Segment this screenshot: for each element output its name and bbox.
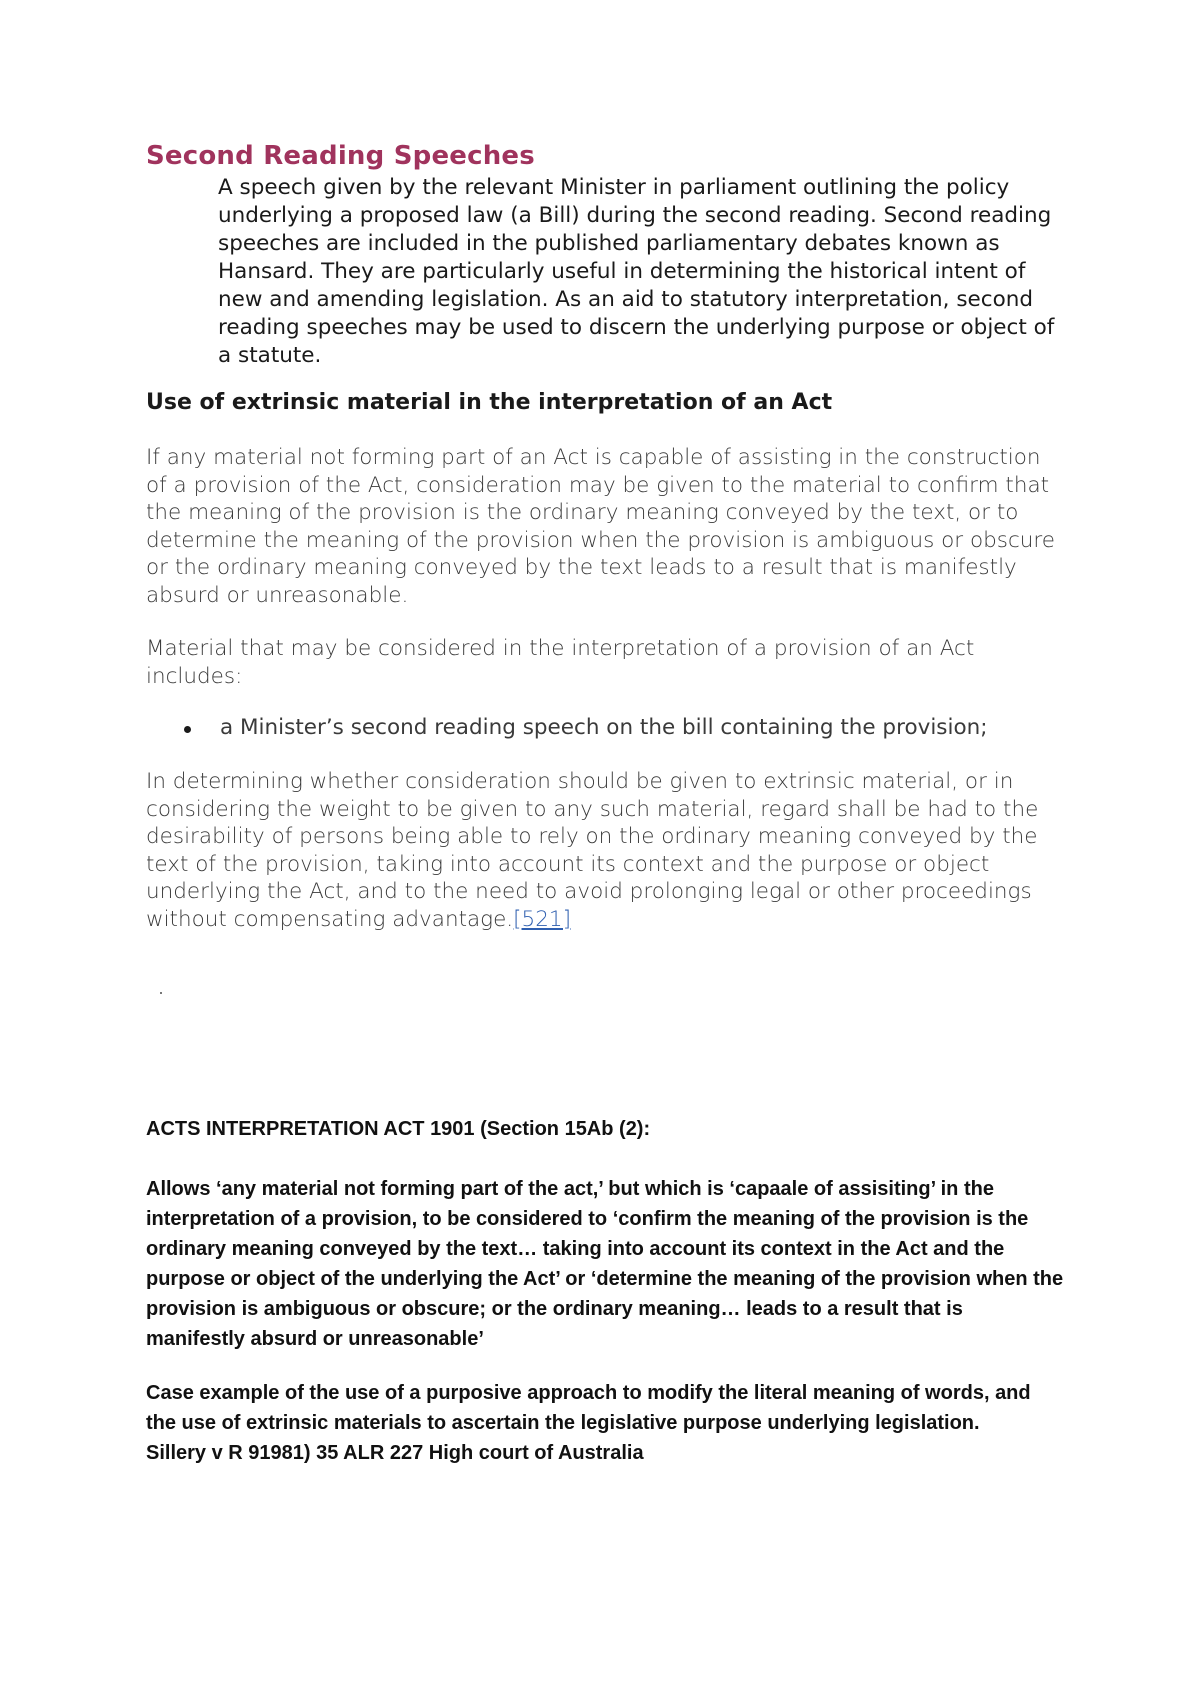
- extrinsic-paragraph-3: [146, 768, 1066, 933]
- extrinsic-paragraph-2: Material that may be considered in the interpretation of a provision of an Act includes:: [146, 636, 975, 689]
- case-citation: Sillery v R 91981) 35 ALR 227 High court of Australia: [146, 1442, 644, 1464]
- main-content: [146, 140, 1066, 933]
- extrinsic-material-list: [146, 714, 1066, 742]
- extrinsic-paragraph-3-text: In determining whether consideration should be given to extrinsic material, or in considering the weight to be given to any such material, regard shall be had to the desirability of persons being able to rely on the ordinary meaning conveyed by the text of the provision, taking into account its context and the purpose or object underlying the Act, and to the need to avoid prolonging legal or other proceedings without compensating advantage.: [146, 769, 1039, 932]
- extrinsic-paragraph-1: If any material not forming part of an Act is capable of assisting in the construction of a provision of the Act, consideration may be given to the material to confirm that the meaning of the provision is the ordinary meaning conveyed by the text, or to determine the meaning of the provision when the provision is ambiguous or obscure or the ordinary meaning conveyed by the text leads to a result that is manifestly absurd or unreasonable.: [146, 445, 1055, 608]
- bullet-icon: [184, 726, 191, 733]
- second-reading-heading: Second Reading Speeches: [146, 141, 535, 171]
- footnote-link[interactable]: [521]: [513, 906, 571, 932]
- list-item: [146, 714, 1066, 742]
- case-example: [146, 1378, 1066, 1468]
- acts-interpretation-title: ACTS INTERPRETATION ACT 1901 (Section 15Ab (2):: [146, 1118, 651, 1140]
- case-example-description: Case example of the use of a purposive approach to modify the literal meaning of words, and the use of extrinsic materials to ascertain the legislative purpose underlying legislation.: [146, 1382, 1031, 1434]
- acts-interpretation-body: Allows ‘any material not forming part of the act,’ but which is ‘capaale of assisiting’ in the interpretation of a provision, to be considered to ‘confirm the meaning of the provision is the ordinary meaning conveyed by the text… taking into account its context in the Act and the purpose or object of the underlying the Act’ or ‘determine the meaning of the provision when the provision is ambiguous or obscure; or the ordinary meaning… leads to a result that is manifestly absurd or unreasonable’: [146, 1178, 1064, 1350]
- list-item-text: a Minister’s second reading speech on the bill containing the provision;: [220, 715, 988, 740]
- second-reading-definition: A speech given by the relevant Minister in parliament outlining the policy underlying a proposed law (a Bill) during the second reading. Second reading speeches are included in the published parliamentary debates known as Hansard. They are particularly useful in determining the historical intent of new and amending legislation. As an aid to statutory interpretation, second reading speeches may be used to discern the underlying purpose or object of a statute.: [218, 175, 1055, 368]
- stray-mark: [160, 992, 162, 994]
- extrinsic-material-heading: Use of extrinsic material in the interpretation of an Act: [146, 390, 833, 415]
